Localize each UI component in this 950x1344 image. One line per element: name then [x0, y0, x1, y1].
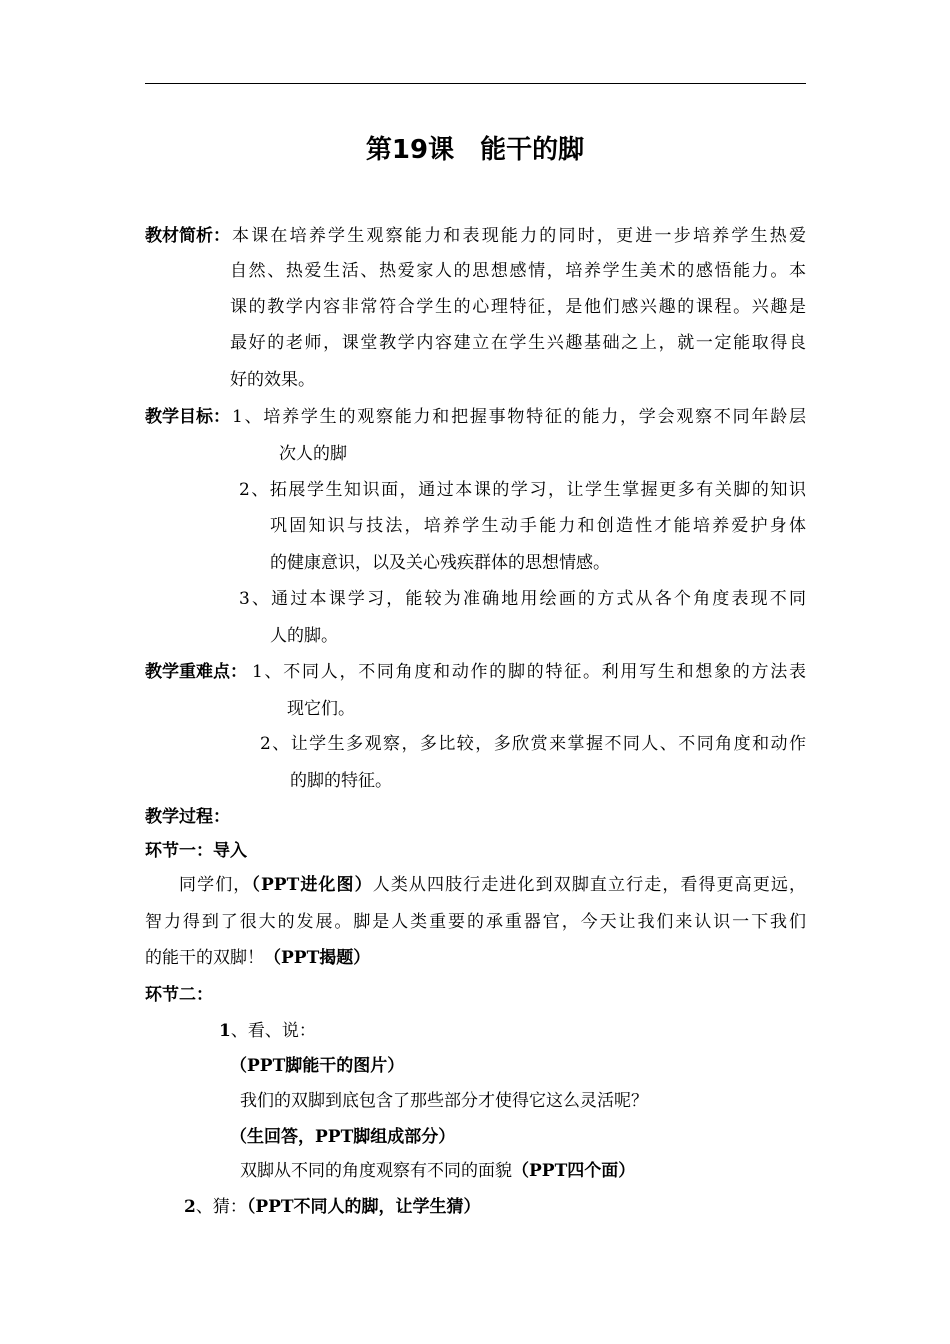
views-line: [240, 1159, 635, 1183]
key-points-line: 1、不同人，不同角度和动作的脚的特征。利用写生和想象的方法表: [252, 662, 806, 682]
key-points-label: 教学重难点：: [145, 662, 247, 682]
goals-line: 1、培养学生的观察能力和把握事物特征的能力，学会观察不同年龄层: [232, 407, 806, 427]
section1-paragraph-line: 智力得到了很大的发展。脚是人类重要的承重器官，今天让我们来认识一下我们: [145, 912, 806, 932]
item-1: [219, 1019, 316, 1043]
goals-line: 巩固知识与技法，培养学生动手能力和创造性才能培养爱护身体: [270, 516, 806, 536]
ppt-note: （PPT不同人的脚，让学生猜）: [246, 1197, 481, 1217]
section1-heading: 环节一：导入: [145, 841, 247, 861]
item-number: 1: [219, 1021, 231, 1041]
ppt-note: （生回答，PPT脚组成部分）: [230, 1127, 456, 1147]
ppt-note: （PPT脚能干的图片）: [230, 1056, 405, 1076]
process-label: 教学过程：: [145, 807, 230, 827]
section1-text: 同学们，: [179, 875, 252, 895]
item-text: 、猜：: [195, 1197, 247, 1217]
section1-text: 的能干的双脚！: [145, 948, 264, 968]
item-2: [184, 1195, 481, 1219]
section1-paragraph-line: [145, 946, 370, 970]
ppt-note: （PPT四个面）: [512, 1161, 636, 1181]
header-rule: [145, 83, 806, 84]
goals-label: 教学目标：: [145, 407, 230, 427]
analysis-line: 好的效果。: [230, 370, 315, 390]
goals-line: 次人的脚: [279, 444, 347, 464]
section1-text: 人类从四肢行走进化到双脚直立行走，看得更高更远，: [372, 875, 807, 895]
question-text: 我们的双脚到底包含了那些部分才使得它这么灵活呢？: [240, 1091, 648, 1111]
key-points-line: 2、让学生多观察，多比较，多欣赏来掌握不同人、不同角度和动作: [260, 734, 806, 754]
goals-line: 3、通过本课学习，能较为准确地用绘画的方式从各个角度表现不同: [239, 589, 806, 609]
ppt-note: （PPT揭题）: [264, 948, 371, 968]
analysis-line: 自然、热爱生活、热爱家人的思想感情，培养学生美术的感悟能力。本: [230, 261, 806, 281]
ppt-note: （PPT进化图）: [251, 875, 373, 895]
item-text: 、看、说：: [230, 1021, 316, 1041]
section2-heading: 环节二：: [145, 985, 213, 1005]
analysis-line: 本课在培养学生观察能力和表现能力的同时，更进一步培养学生热爱: [232, 226, 806, 246]
item-number: 2: [184, 1197, 196, 1217]
analysis-label: 教材简析：: [145, 226, 230, 246]
goals-line: 2、拓展学生知识面，通过本课的学习，让学生掌握更多有关脚的知识: [239, 480, 806, 500]
views-text: 双脚从不同的角度观察有不同的面貌: [240, 1161, 512, 1181]
key-points-line: 现它们。: [287, 699, 355, 719]
section1-paragraph-line: [179, 873, 806, 897]
goals-line: 人的脚。: [270, 626, 338, 646]
key-points-line: 的脚的特征。: [290, 771, 392, 791]
analysis-line: 课的教学内容非常符合学生的心理特征，是他们感兴趣的课程。兴趣是: [230, 297, 806, 317]
goals-line: 的健康意识，以及关心残疾群体的思想情感。: [270, 553, 610, 573]
analysis-line: 最好的老师，课堂教学内容建立在学生兴趣基础之上，就一定能取得良: [230, 333, 806, 353]
page-title: 第19课 能干的脚: [365, 135, 585, 165]
